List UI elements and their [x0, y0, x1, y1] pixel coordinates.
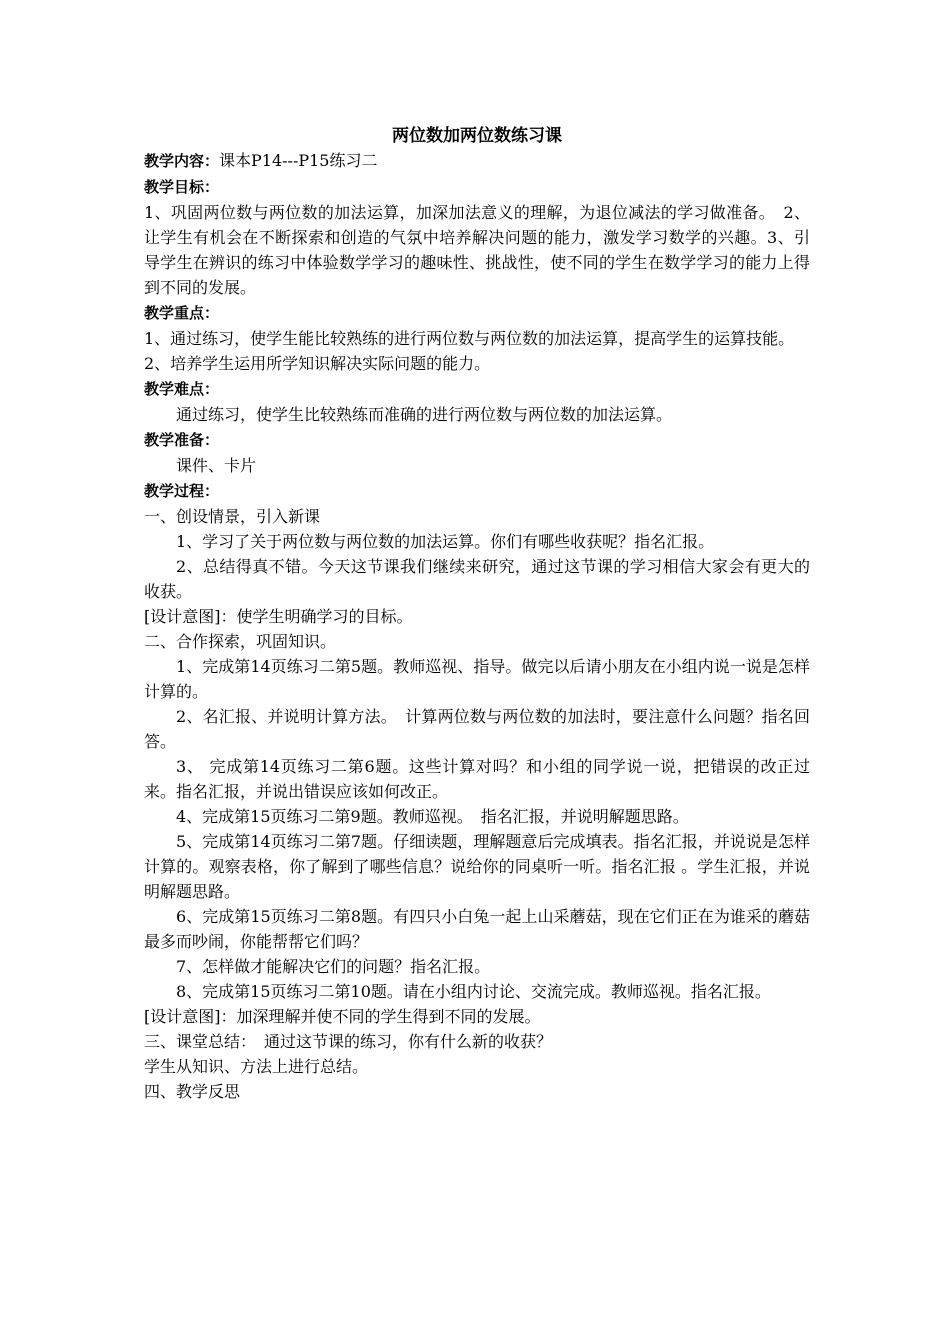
content-text: 课本P14---P15练习二: [219, 151, 378, 170]
content-line: [144, 148, 810, 174]
process-label: 教学过程：: [144, 482, 220, 500]
difficulty-text: 通过练习，使学生比较熟练而准确的进行两位数与两位数的加法运算。: [176, 405, 673, 424]
section-2-title: 二、合作探索，巩固知识。: [144, 632, 337, 651]
section-1-item: 2、总结得真不错。今天这节课我们继续来研究，通过这节课的学习相信大家会有更大的收获。: [144, 557, 810, 601]
section-2-item: 4、完成第15页练习二第9题。教师巡视。 指名汇报，并说明解题思路。: [176, 807, 689, 826]
content-label: 教学内容：: [144, 152, 220, 170]
section-3-title: 三、课堂总结： 通过这节课的练习，你有什么新的收获？: [144, 1032, 553, 1051]
section-2-item: 3、 完成第14页练习二第6题。这些计算对吗？和小组的同学说一说，把错误的改正过来。指名汇报，并说出错误应该如何改正。: [144, 757, 810, 801]
preparation-heading: [144, 427, 810, 453]
section-2-item: 1、完成第14页练习二第5题。教师巡视、指导。做完以后请小朋友在小组内说一说是怎样计算的。: [144, 657, 810, 701]
section-2-item: 5、完成第14页练习二第7题。仔细读题，理解题意后完成填表。指名汇报，并说说是怎样计算的。观察表格，你了解到了哪些信息？说给你的同桌听一听。指名汇报 。学生汇报，并说明解题思路。: [144, 832, 810, 901]
section-1-title: 一、创设情景，引入新课: [144, 507, 321, 526]
preparation-label: 教学准备：: [144, 431, 220, 449]
section-4-title: 四、教学反思: [144, 1082, 241, 1101]
section-2-intent: [设计意图]：加深理解并使不同的学生得到不同的发展。: [144, 1007, 541, 1026]
section-1-intent: [设计意图]：使学生明确学习的目标。: [144, 607, 413, 626]
section-2-item: 7、怎样做才能解决它们的问题？指名汇报。: [176, 957, 491, 976]
section-3-text: 学生从知识、方法上进行总结。: [144, 1057, 369, 1076]
key-points-label: 教学重点：: [144, 304, 220, 322]
goals-label: 教学目标：: [144, 178, 220, 196]
preparation-text: 课件、卡片: [176, 456, 257, 475]
process-heading: [144, 478, 810, 504]
difficulty-label: 教学难点：: [144, 380, 220, 398]
key-points-heading: [144, 300, 810, 326]
document-title: 两位数加两位数练习课: [392, 126, 562, 146]
key-point-item: 1、通过练习，使学生能比较熟练的进行两位数与两位数的加法运算，提高学生的运算技能。: [144, 329, 795, 348]
key-point-item: 2、培养学生运用所学知识解决实际问题的能力。: [144, 354, 491, 373]
section-2-item: 6、完成第15页练习二第8题。有四只小白兔一起上山采蘑菇，现在它们正在为谁采的蘑菇最多而吵闹，你能帮帮它们吗？: [144, 907, 810, 951]
document-page: [144, 124, 810, 1104]
section-2-item: 2、名汇报、并说明计算方法。 计算两位数与两位数的加法时，要注意什么问题？指名回答。: [144, 707, 810, 751]
goals-heading: [144, 174, 810, 200]
difficulty-heading: [144, 376, 810, 402]
section-1-item: 1、学习了关于两位数与两位数的加法运算。你们有哪些收获呢？指名汇报。: [176, 532, 715, 551]
section-2-item: 8、完成第15页练习二第10题。请在小组内讨论、交流完成。教师巡视。指名汇报。: [176, 982, 771, 1001]
goals-text: 1、巩固两位数与两位数的加法运算，加深加法意义的理解，为退位减法的学习做准备。 2、让学生有机会在不断探索和创造的气氛中培养解决问题的能力，激发学习数学的兴趣。3、引导学生在辨识的练习中体验数学学习的趣味性、挑战性，使不同的学生在数学学习的能力上得到不同的发展。: [144, 203, 810, 297]
